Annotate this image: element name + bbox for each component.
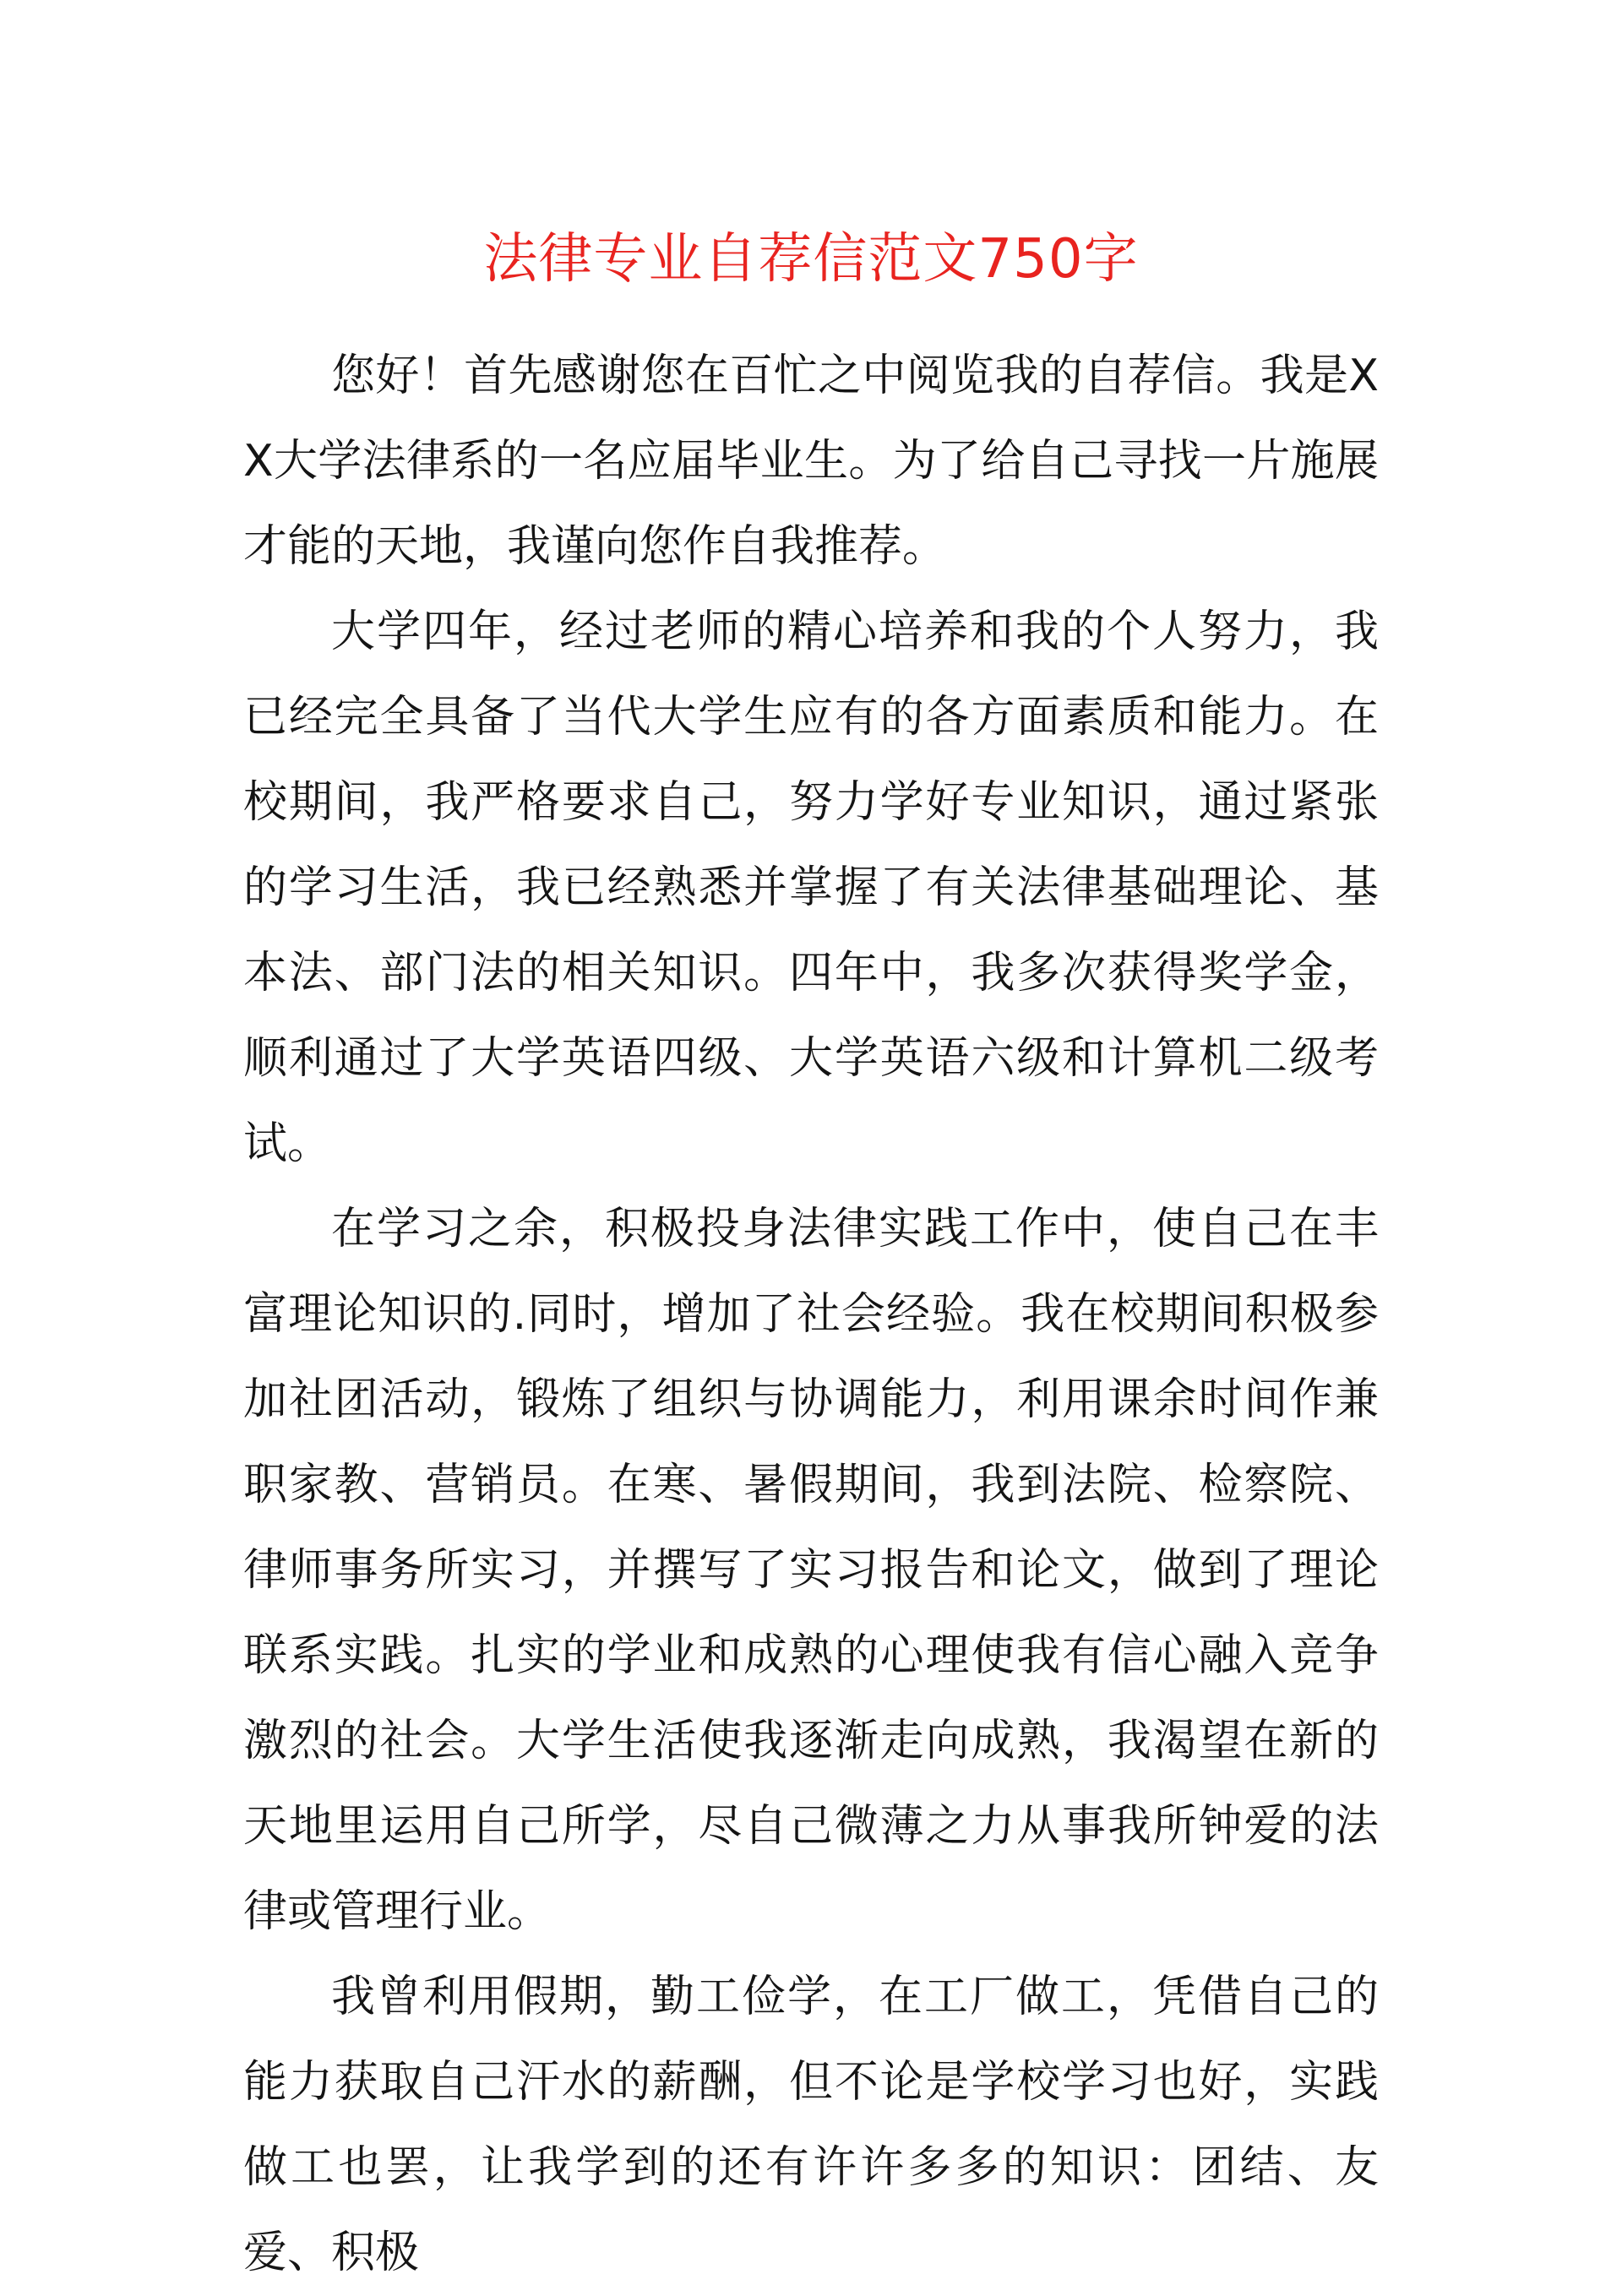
- paragraph-university-study: 大学四年，经过老师的精心培养和我的个人努力，我已经完全具备了当代大学生应有的各方面素质和能力。在校期间，我严格要求自己，努力学好专业知识，通过紧张的学习生活，我已经熟悉并掌握了有关法律基础理论、基本法、部门法的相关知识。四年中，我多次获得奖学金，顺利通过了大学英语四级、大学英语六级和计算机二级考试。: [243, 607, 1379, 1169]
- paragraph-work-study: 我曾利用假期，勤工俭学，在工厂做工，凭借自己的能力获取自己汗水的薪酬，但不论是学校学习也好，实践做工也罢，让我学到的还有许许多多的知识：团结、友爱、积极: [243, 1972, 1379, 2278]
- paragraph-greeting: 您好！首先感谢您在百忙之中阅览我的自荐信。我是XX大学法律系的一名应届毕业生。为了给自己寻找一片施展才能的天地，我谨向您作自我推荐。: [243, 351, 1379, 572]
- paragraph-practice-experience: 在学习之余，积极投身法律实践工作中，使自己在丰富理论知识的.同时，增加了社会经验。我在校期间积极参加社团活动，锻炼了组织与协调能力，利用课余时间作兼职家教、营销员。在寒、暑假期间，我到法院、检察院、律师事务所实习，并撰写了实习报告和论文，做到了理论联系实践。扎实的学业和成熟的心理使我有信心融入竞争激烈的社会。大学生活使我逐渐走向成熟，我渴望在新的天地里运用自己所学，尽自己微薄之力从事我所钟爱的法律或管理行业。: [243, 1204, 1379, 1937]
- document-title: 法律专业自荐信范文750字: [483, 228, 1139, 291]
- document-body: [243, 334, 1379, 2296]
